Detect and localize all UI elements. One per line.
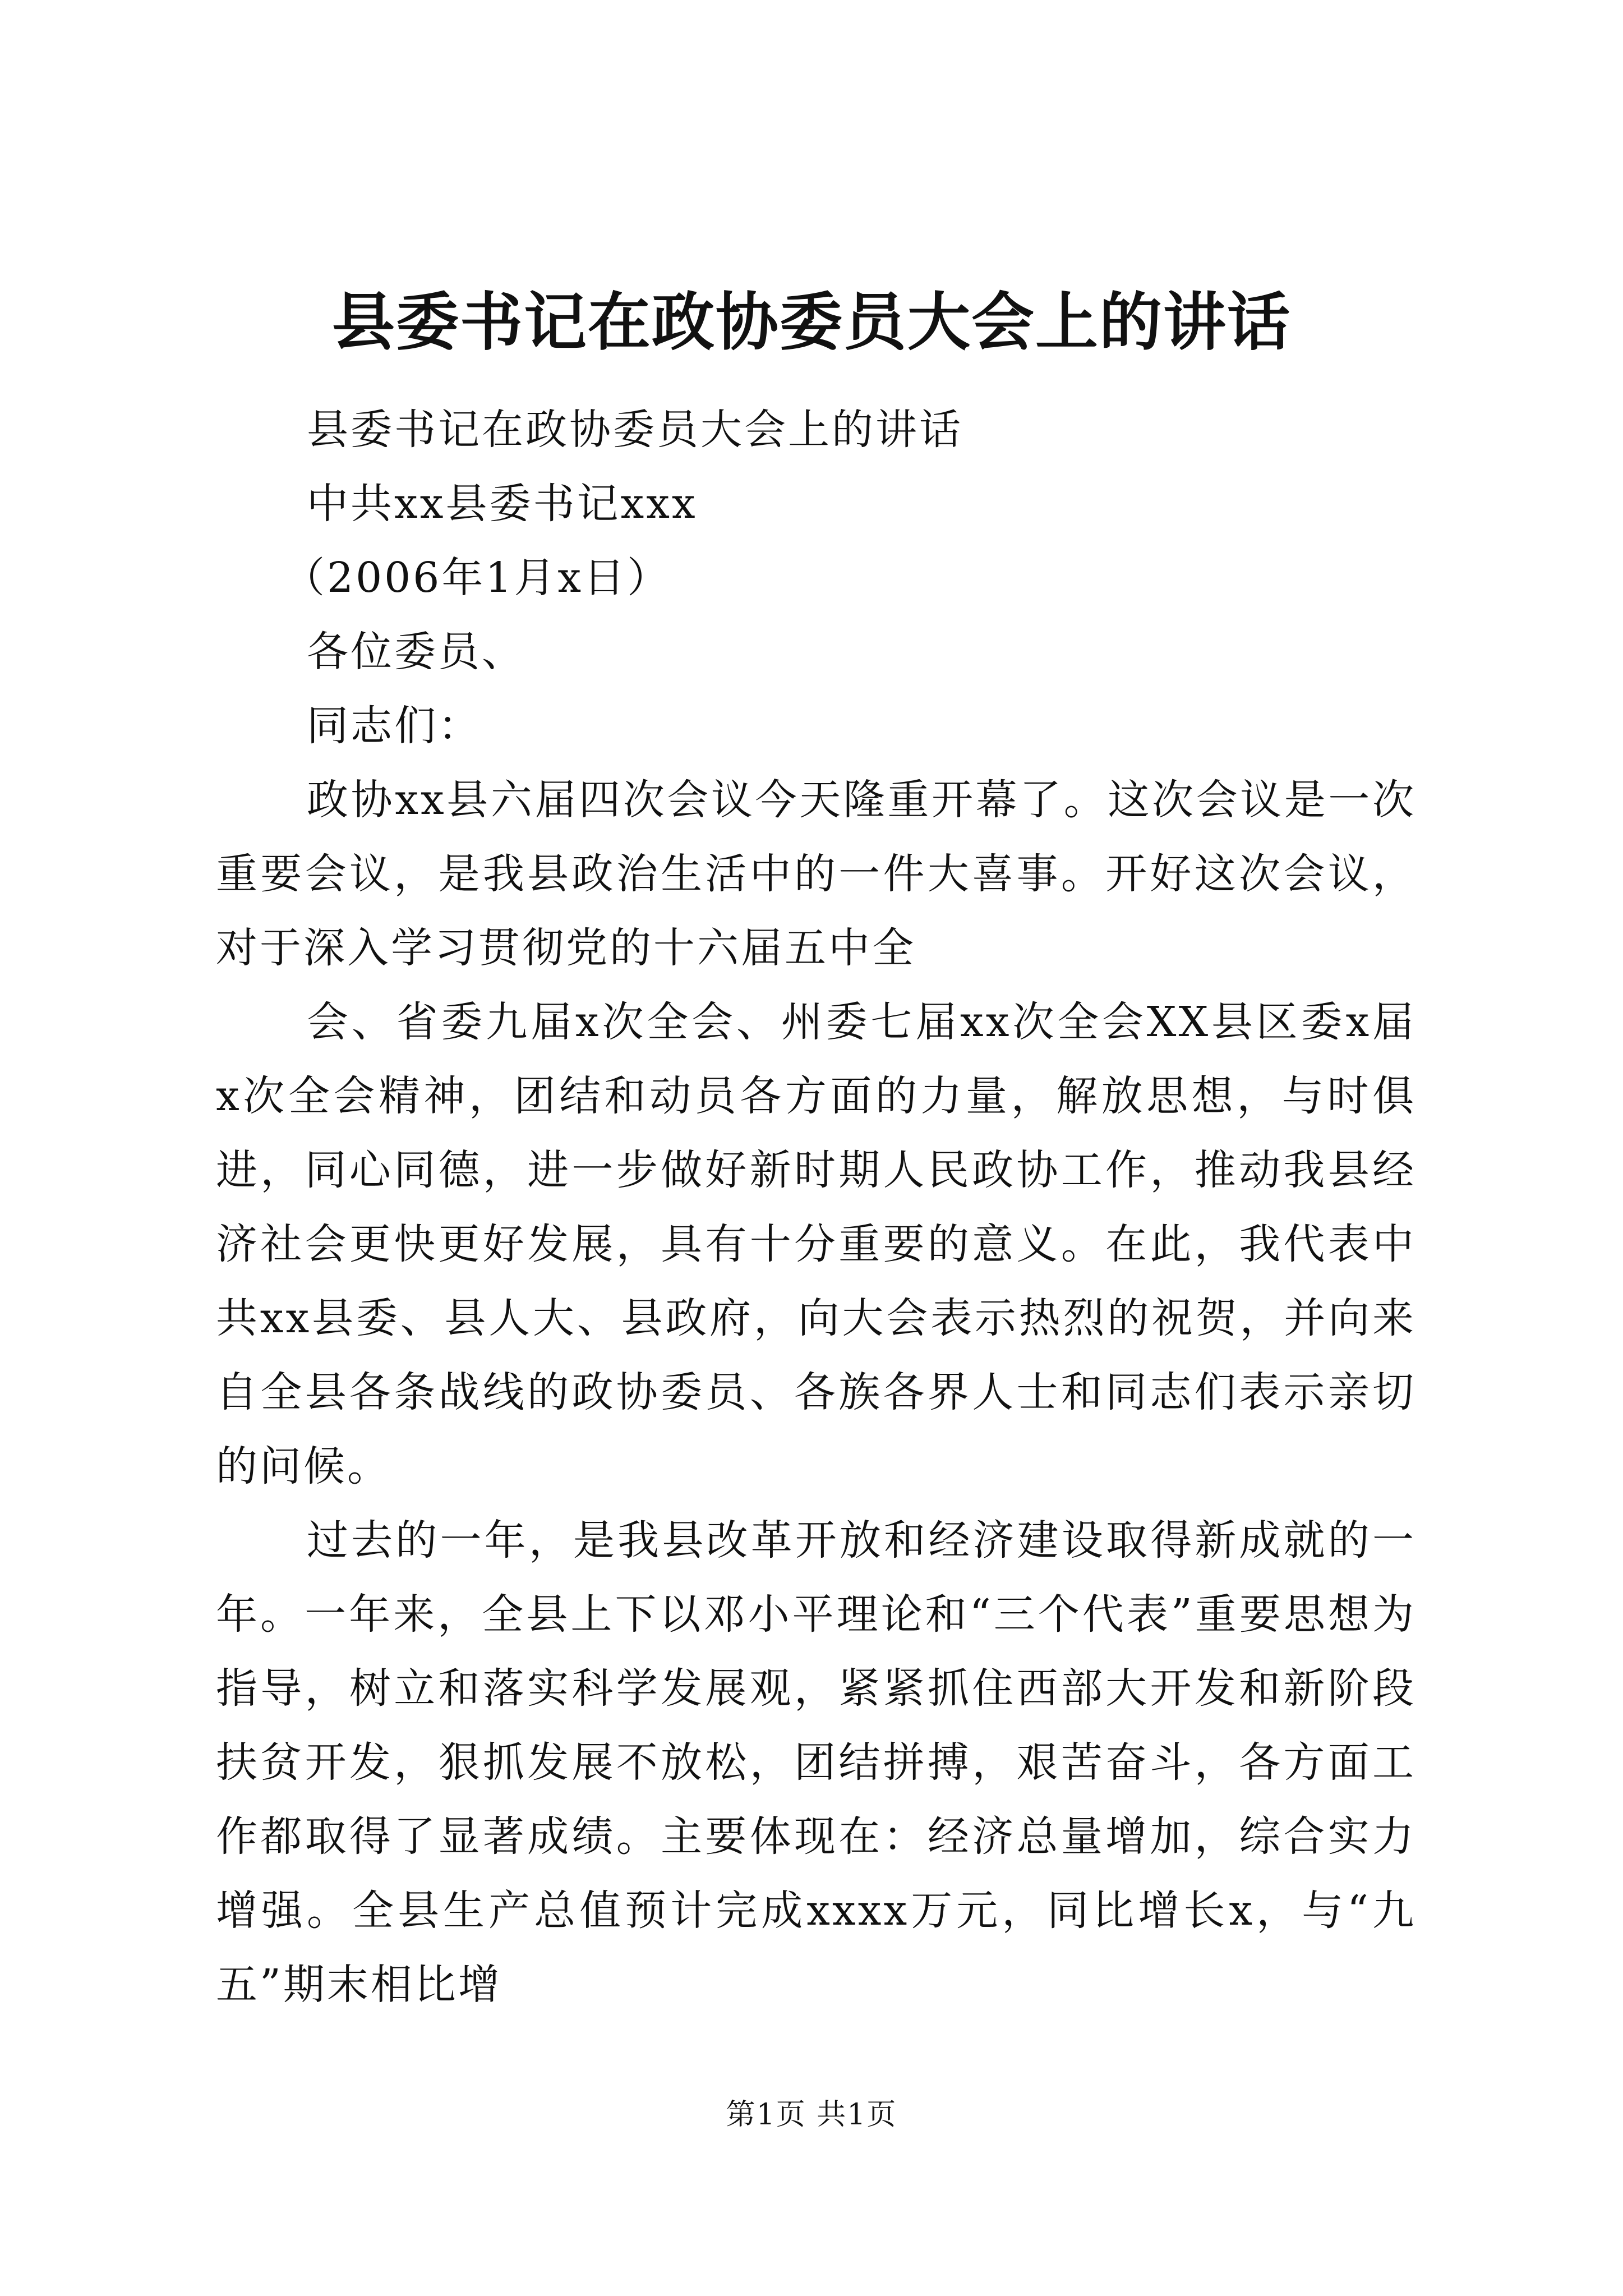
salutation-line-1: 各位委员、 — [307, 628, 525, 676]
document-body — [216, 393, 1416, 2022]
speaker-line: 中共xx县委书记xxx — [307, 480, 698, 528]
speech-title-line: 县委书记在政协委员大会上的讲话 — [307, 406, 963, 454]
document-title: 县委书记在政协委员大会上的讲话 — [332, 286, 1291, 359]
body-paragraph: 会、省委九届x次全会、州委七届xx次全会XX县区委x届x次全会精神，团结和动员各方面的力量，解放思想，与时俱进，同心同德，进一步做好新时期人民政协工作，推动我县经济社会更快更好发展，具有十分重要的意义。在此，我代表中共xx县委、县人大、县政府，向大会表示热烈的祝贺，并向来自全县各条战线的政协委员、各族各界人士和同志们表示亲切的问候。 — [216, 998, 1416, 1490]
date-line: （2006年1月x日） — [283, 554, 671, 602]
page-footer: 第1页 共1页 — [726, 2098, 897, 2132]
body-paragraph: 过去的一年，是我县改革开放和经济建设取得新成就的一年。一年来，全县上下以邓小平理论和“三个代表”重要思想为指导，树立和落实科学发展观，紧紧抓住西部大开发和新阶段扶贫开发，狠抓发展不放松，团结拼搏，艰苦奋斗，各方面工作都取得了显著成绩。主要体现在：经济总量增加，综合实力增强。全县生产总值预计完成xxxx万元，同比增长x，与“九五”期末相比增 — [216, 1516, 1416, 2009]
body-paragraph: 政协xx县六届四次会议今天隆重开幕了。这次会议是一次重要会议，是我县政治生活中的一件大喜事。开好这次会议，对于深入学习贯彻党的十六届五中全 — [216, 776, 1416, 972]
salutation-line-2: 同志们： — [307, 702, 482, 750]
